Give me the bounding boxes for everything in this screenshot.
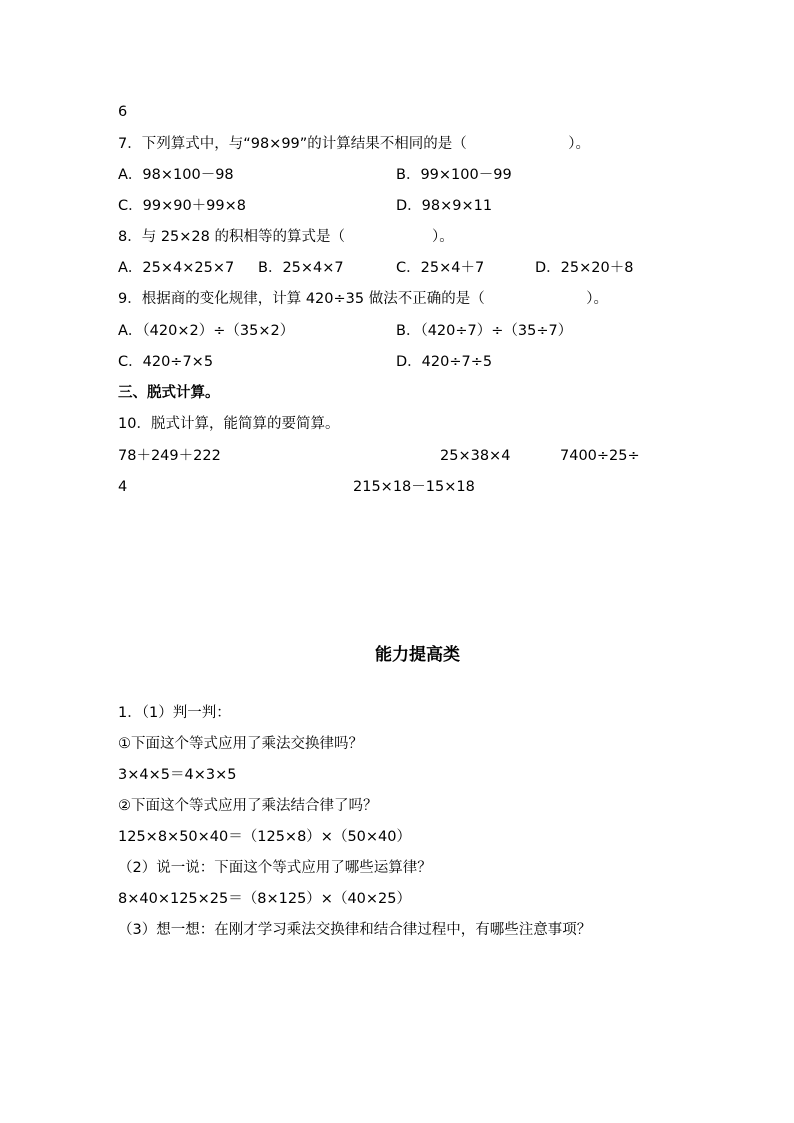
question-8-option-c: C．25×4＋7: [396, 260, 485, 276]
ability-line-4: ②下面这个等式应用了乘法结合律了吗？: [118, 798, 378, 814]
question-8-option-d: D．25×20＋8: [535, 260, 634, 276]
expression-3: 7400÷25÷: [560, 448, 640, 464]
ability-line-1: 1．（1）判一判：: [118, 705, 231, 721]
question-7-stem: 7．下列算式中，与“98×99”的计算结果不相同的是（ ）。: [118, 136, 591, 152]
question-9-option-d: D．420÷7÷5: [396, 354, 493, 370]
section-3-heading: 三、脱式计算。: [118, 385, 220, 401]
ability-line-5: 125×8×50×40＝（125×8）×（50×40）: [118, 829, 412, 845]
question-7-option-d: D．98×9×11: [396, 198, 493, 214]
question-7-option-c: C．99×90＋99×8: [118, 198, 247, 214]
question-8-stem: 8．与 25×28 的积相等的算式是（ ）。: [118, 229, 454, 245]
expression-4: 215×18－15×18: [353, 479, 475, 495]
question-10-stem: 10．脱式计算，能简算的要简算。: [118, 416, 340, 432]
question-9-option-c: C．420÷7×5: [118, 354, 214, 370]
ability-line-6: （2）说一说：下面这个等式应用了哪些运算律？: [118, 860, 432, 876]
expression-3-continued: 4: [118, 479, 128, 495]
ability-line-8: （3）想一想：在刚才学习乘法交换律和结合律过程中，有哪些注意事项？: [118, 922, 592, 938]
question-8-option-b: B．25×4×7: [258, 260, 344, 276]
section-title: 能力提高类: [375, 645, 460, 665]
ability-line-3: 3×4×5＝4×3×5: [118, 767, 237, 783]
question-9-stem: 9．根据商的变化规律，计算 420÷35 做法不正确的是（ ）。: [118, 291, 608, 307]
question-8-option-a: A．25×4×25×7: [118, 260, 235, 276]
ability-line-7: 8×40×125×25＝（8×125）×（40×25）: [118, 891, 412, 907]
question-7-option-a: A．98×100－98: [118, 167, 234, 183]
page-number-fragment: 6: [118, 104, 128, 120]
expression-2: 25×38×4: [440, 448, 511, 464]
question-7-option-b: B．99×100－99: [396, 167, 512, 183]
expression-1: 78＋249＋222: [118, 448, 221, 464]
ability-line-2: ①下面这个等式应用了乘法交换律吗？: [118, 736, 363, 752]
question-9-option-a: A．（420×2）÷（35×2）: [118, 323, 295, 339]
question-9-option-b: B．（420÷7）÷（35÷7）: [396, 323, 573, 339]
